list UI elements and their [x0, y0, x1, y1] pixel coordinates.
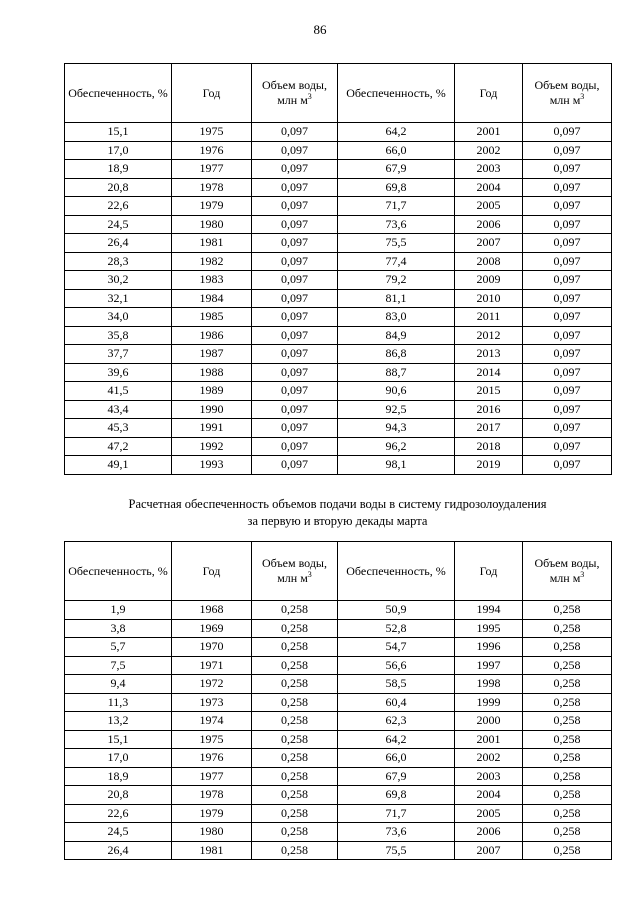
header-volume [252, 64, 338, 123]
table-cell: 41,5 [65, 382, 172, 401]
table-cell: 79,2 [338, 271, 455, 290]
table-cell: 2002 [455, 749, 523, 768]
table-cell: 0,097 [252, 400, 338, 419]
table-cell: 54,7 [338, 638, 455, 657]
table-cell: 0,258 [523, 730, 612, 749]
table-cell: 0,097 [252, 234, 338, 253]
table-cell: 98,1 [338, 456, 455, 475]
table-row [65, 308, 612, 327]
table-cell: 0,097 [523, 234, 612, 253]
table-cell: 0,097 [523, 178, 612, 197]
table-cell: 0,097 [523, 363, 612, 382]
table-cell: 0,258 [252, 619, 338, 638]
table-body [65, 123, 612, 475]
table-cell: 0,258 [252, 730, 338, 749]
table-row [65, 437, 612, 456]
table-cell: 0,258 [523, 841, 612, 860]
table-cell: 0,258 [252, 712, 338, 731]
table-cell: 2007 [455, 234, 523, 253]
table-cell: 0,258 [523, 749, 612, 768]
table-cell: 1995 [455, 619, 523, 638]
header-volume-text: Объем воды, млн м [534, 78, 600, 107]
table-cell: 2005 [455, 197, 523, 216]
table-cell: 75,5 [338, 841, 455, 860]
table-cell: 24,5 [65, 215, 172, 234]
table-cell: 0,097 [252, 141, 338, 160]
table-cell: 0,258 [523, 619, 612, 638]
table-cell: 1999 [455, 693, 523, 712]
table-row [65, 345, 612, 364]
table-cell: 1998 [455, 675, 523, 694]
table-cell: 67,9 [338, 160, 455, 179]
table-cell: 20,8 [65, 786, 172, 805]
table-cell: 2002 [455, 141, 523, 160]
table-cell: 24,5 [65, 823, 172, 842]
table-cell: 1971 [172, 656, 252, 675]
header-provision: Обеспеченность, % [65, 542, 172, 601]
header-provision: Обеспеченность, % [338, 542, 455, 601]
table-cell: 0,097 [252, 289, 338, 308]
table-cell: 0,097 [252, 197, 338, 216]
table-cell: 1988 [172, 363, 252, 382]
table-cell: 2010 [455, 289, 523, 308]
table-cell: 2014 [455, 363, 523, 382]
page-number: 86 [313, 22, 327, 37]
table-cell: 2015 [455, 382, 523, 401]
table-cell: 1994 [455, 601, 523, 620]
table-row [65, 693, 612, 712]
table-cell: 0,097 [523, 400, 612, 419]
table-cell: 1982 [172, 252, 252, 271]
table-cell: 1996 [455, 638, 523, 657]
table-cell: 2009 [455, 271, 523, 290]
table-cell: 1986 [172, 326, 252, 345]
table-cell: 62,3 [338, 712, 455, 731]
table-cell: 0,258 [523, 823, 612, 842]
table-row [65, 804, 612, 823]
table-cell: 2007 [455, 841, 523, 860]
table-row [65, 601, 612, 620]
table-row [65, 749, 612, 768]
table-cell: 49,1 [65, 456, 172, 475]
table-cell: 1987 [172, 345, 252, 364]
table-cell: 0,258 [252, 693, 338, 712]
table-cell: 1970 [172, 638, 252, 657]
table-cell: 1975 [172, 730, 252, 749]
header-year: Год [172, 542, 252, 601]
table-cell: 0,258 [523, 767, 612, 786]
table-cell: 1981 [172, 234, 252, 253]
table-cell: 0,258 [252, 638, 338, 657]
caption-line-2: за первую и вторую декады марта [247, 514, 428, 528]
table-row [65, 178, 612, 197]
table-cell: 2019 [455, 456, 523, 475]
table-cell: 0,097 [523, 382, 612, 401]
table-cell: 0,258 [252, 675, 338, 694]
table-cell: 0,258 [252, 601, 338, 620]
table-provision-2 [64, 541, 612, 860]
table-row [65, 456, 612, 475]
table-cell: 0,097 [252, 178, 338, 197]
table-cell: 28,3 [65, 252, 172, 271]
table-cell: 26,4 [65, 841, 172, 860]
table-cell: 50,9 [338, 601, 455, 620]
table-cell: 52,8 [338, 619, 455, 638]
table-row [65, 160, 612, 179]
header-volume-sup: 3 [580, 570, 585, 579]
table-row [65, 215, 612, 234]
table-cell: 2017 [455, 419, 523, 438]
table-cell: 2001 [455, 123, 523, 142]
table-row [65, 363, 612, 382]
table-row [65, 841, 612, 860]
table-cell: 2000 [455, 712, 523, 731]
table-cell: 58,5 [338, 675, 455, 694]
table-cell: 0,097 [523, 456, 612, 475]
table-cell: 60,4 [338, 693, 455, 712]
table-row [65, 712, 612, 731]
table-cell: 69,8 [338, 178, 455, 197]
table-row [65, 197, 612, 216]
table-cell: 0,097 [523, 160, 612, 179]
table-row [65, 656, 612, 675]
table-cell: 20,8 [65, 178, 172, 197]
table-cell: 1978 [172, 786, 252, 805]
header-volume-sup: 3 [307, 570, 312, 579]
table-cell: 1983 [172, 271, 252, 290]
table-cell: 0,258 [252, 786, 338, 805]
table-cell: 67,9 [338, 767, 455, 786]
header-volume-text: Объем воды, млн м [534, 556, 600, 585]
table-cell: 1984 [172, 289, 252, 308]
table-cell: 84,9 [338, 326, 455, 345]
table-row [65, 730, 612, 749]
header-volume-text: Объем воды, млн м [261, 556, 327, 585]
header-volume-sup: 3 [580, 92, 585, 101]
table-cell: 1990 [172, 400, 252, 419]
table-cell: 83,0 [338, 308, 455, 327]
table-row [65, 141, 612, 160]
table-cell: 1991 [172, 419, 252, 438]
table-cell: 0,097 [252, 382, 338, 401]
table-row [65, 786, 612, 805]
table-cell: 32,1 [65, 289, 172, 308]
table-cell: 1973 [172, 693, 252, 712]
table-cell: 26,4 [65, 234, 172, 253]
table-cell: 69,8 [338, 786, 455, 805]
table-cell: 1977 [172, 767, 252, 786]
table-cell: 0,097 [523, 252, 612, 271]
table-cell: 0,097 [252, 252, 338, 271]
header-volume [523, 542, 612, 601]
table-cell: 0,097 [523, 345, 612, 364]
header-year: Год [455, 542, 523, 601]
table-row [65, 289, 612, 308]
table-cell: 3,8 [65, 619, 172, 638]
table-cell: 0,097 [523, 308, 612, 327]
table-cell: 13,2 [65, 712, 172, 731]
table-cell: 0,258 [252, 841, 338, 860]
table-cell: 96,2 [338, 437, 455, 456]
table-cell: 92,5 [338, 400, 455, 419]
table-cell: 2006 [455, 215, 523, 234]
table-row [65, 123, 612, 142]
table-cell: 0,097 [523, 123, 612, 142]
table-cell: 17,0 [65, 749, 172, 768]
table-row [65, 419, 612, 438]
caption-line-1: Расчетная обеспеченность объемов подачи воды в систему гидрозолоудаления [128, 497, 547, 511]
table-cell: 1979 [172, 197, 252, 216]
table-cell: 1997 [455, 656, 523, 675]
table-cell: 88,7 [338, 363, 455, 382]
table-row [65, 271, 612, 290]
table-cell: 64,2 [338, 123, 455, 142]
table-cell: 0,258 [523, 786, 612, 805]
table-cell: 1974 [172, 712, 252, 731]
table-cell: 5,7 [65, 638, 172, 657]
table-cell: 0,097 [252, 326, 338, 345]
table-row [65, 382, 612, 401]
table-cell: 0,258 [523, 601, 612, 620]
table-cell: 0,258 [252, 804, 338, 823]
table-cell: 1976 [172, 749, 252, 768]
table-cell: 35,8 [65, 326, 172, 345]
table-cell: 1992 [172, 437, 252, 456]
table-cell: 2001 [455, 730, 523, 749]
table-cell: 1981 [172, 841, 252, 860]
table-cell: 1985 [172, 308, 252, 327]
table-row [65, 638, 612, 657]
table-cell: 30,2 [65, 271, 172, 290]
table-cell: 0,097 [252, 437, 338, 456]
table-cell: 15,1 [65, 730, 172, 749]
table-cell: 2003 [455, 767, 523, 786]
table-cell: 0,097 [252, 308, 338, 327]
table-cell: 56,6 [338, 656, 455, 675]
table-body [65, 601, 612, 860]
table-caption [64, 496, 611, 530]
table-cell: 0,097 [252, 419, 338, 438]
table-header-row [65, 542, 612, 601]
table-cell: 0,258 [252, 656, 338, 675]
table-cell: 73,6 [338, 215, 455, 234]
table-cell: 86,8 [338, 345, 455, 364]
table-cell: 2018 [455, 437, 523, 456]
table-cell: 1980 [172, 215, 252, 234]
table-cell: 39,6 [65, 363, 172, 382]
table-cell: 0,258 [523, 656, 612, 675]
table-cell: 0,258 [523, 675, 612, 694]
table-cell: 1968 [172, 601, 252, 620]
table-row [65, 252, 612, 271]
table-cell: 0,097 [252, 123, 338, 142]
table-cell: 0,258 [252, 749, 338, 768]
table-row [65, 326, 612, 345]
table-cell: 17,0 [65, 141, 172, 160]
table-cell: 71,7 [338, 804, 455, 823]
header-volume-text: Объем воды, млн м [261, 78, 327, 107]
table-provision-1 [64, 63, 612, 475]
table-cell: 18,9 [65, 160, 172, 179]
table-cell: 0,097 [523, 289, 612, 308]
table-cell: 37,7 [65, 345, 172, 364]
header-provision: Обеспеченность, % [338, 64, 455, 123]
table-cell: 2008 [455, 252, 523, 271]
table-header-row [65, 64, 612, 123]
table-cell: 0,097 [252, 456, 338, 475]
table-cell: 0,258 [252, 823, 338, 842]
table-cell: 1993 [172, 456, 252, 475]
table-cell: 2004 [455, 786, 523, 805]
table-cell: 1969 [172, 619, 252, 638]
table-cell: 0,097 [523, 141, 612, 160]
header-year: Год [172, 64, 252, 123]
table-cell: 1979 [172, 804, 252, 823]
table-cell: 11,3 [65, 693, 172, 712]
table-cell: 0,258 [523, 693, 612, 712]
table-cell: 1976 [172, 141, 252, 160]
table-cell: 71,7 [338, 197, 455, 216]
table-row [65, 767, 612, 786]
table-cell: 77,4 [338, 252, 455, 271]
table-row [65, 619, 612, 638]
table-cell: 1972 [172, 675, 252, 694]
table-cell: 2005 [455, 804, 523, 823]
table-cell: 94,3 [338, 419, 455, 438]
header-provision: Обеспеченность, % [65, 64, 172, 123]
table-cell: 0,258 [523, 804, 612, 823]
table-cell: 2012 [455, 326, 523, 345]
table-cell: 2006 [455, 823, 523, 842]
table-cell: 0,097 [523, 437, 612, 456]
table-cell: 22,6 [65, 804, 172, 823]
table-cell: 2004 [455, 178, 523, 197]
table-cell: 1977 [172, 160, 252, 179]
table-cell: 34,0 [65, 308, 172, 327]
table-cell: 0,258 [252, 767, 338, 786]
table-cell: 0,097 [252, 160, 338, 179]
table-cell: 0,097 [252, 271, 338, 290]
table-cell: 81,1 [338, 289, 455, 308]
table-row [65, 675, 612, 694]
table-cell: 45,3 [65, 419, 172, 438]
table-row [65, 400, 612, 419]
table-cell: 0,097 [252, 215, 338, 234]
header-volume [252, 542, 338, 601]
table-cell: 15,1 [65, 123, 172, 142]
table-cell: 64,2 [338, 730, 455, 749]
table-cell: 47,2 [65, 437, 172, 456]
table-cell: 2011 [455, 308, 523, 327]
table-row [65, 823, 612, 842]
table-cell: 0,097 [252, 363, 338, 382]
table-cell: 2003 [455, 160, 523, 179]
table-cell: 2016 [455, 400, 523, 419]
table-cell: 1,9 [65, 601, 172, 620]
table-cell: 1978 [172, 178, 252, 197]
header-volume-sup: 3 [307, 92, 312, 101]
table-row [65, 234, 612, 253]
table-cell: 9,4 [65, 675, 172, 694]
table-cell: 0,097 [523, 419, 612, 438]
table-cell: 1989 [172, 382, 252, 401]
table-cell: 18,9 [65, 767, 172, 786]
table-cell: 66,0 [338, 749, 455, 768]
table-cell: 0,097 [252, 345, 338, 364]
table-cell: 0,097 [523, 326, 612, 345]
table-cell: 73,6 [338, 823, 455, 842]
header-year: Год [455, 64, 523, 123]
table-cell: 90,6 [338, 382, 455, 401]
table-cell: 22,6 [65, 197, 172, 216]
table-cell: 1980 [172, 823, 252, 842]
table-cell: 43,4 [65, 400, 172, 419]
table-cell: 2013 [455, 345, 523, 364]
table-cell: 0,258 [523, 712, 612, 731]
table-cell: 1975 [172, 123, 252, 142]
table-cell: 7,5 [65, 656, 172, 675]
table-cell: 0,097 [523, 271, 612, 290]
table-cell: 0,097 [523, 197, 612, 216]
table-cell: 75,5 [338, 234, 455, 253]
table-cell: 66,0 [338, 141, 455, 160]
table-cell: 0,097 [523, 215, 612, 234]
table-cell: 0,258 [523, 638, 612, 657]
header-volume [523, 64, 612, 123]
